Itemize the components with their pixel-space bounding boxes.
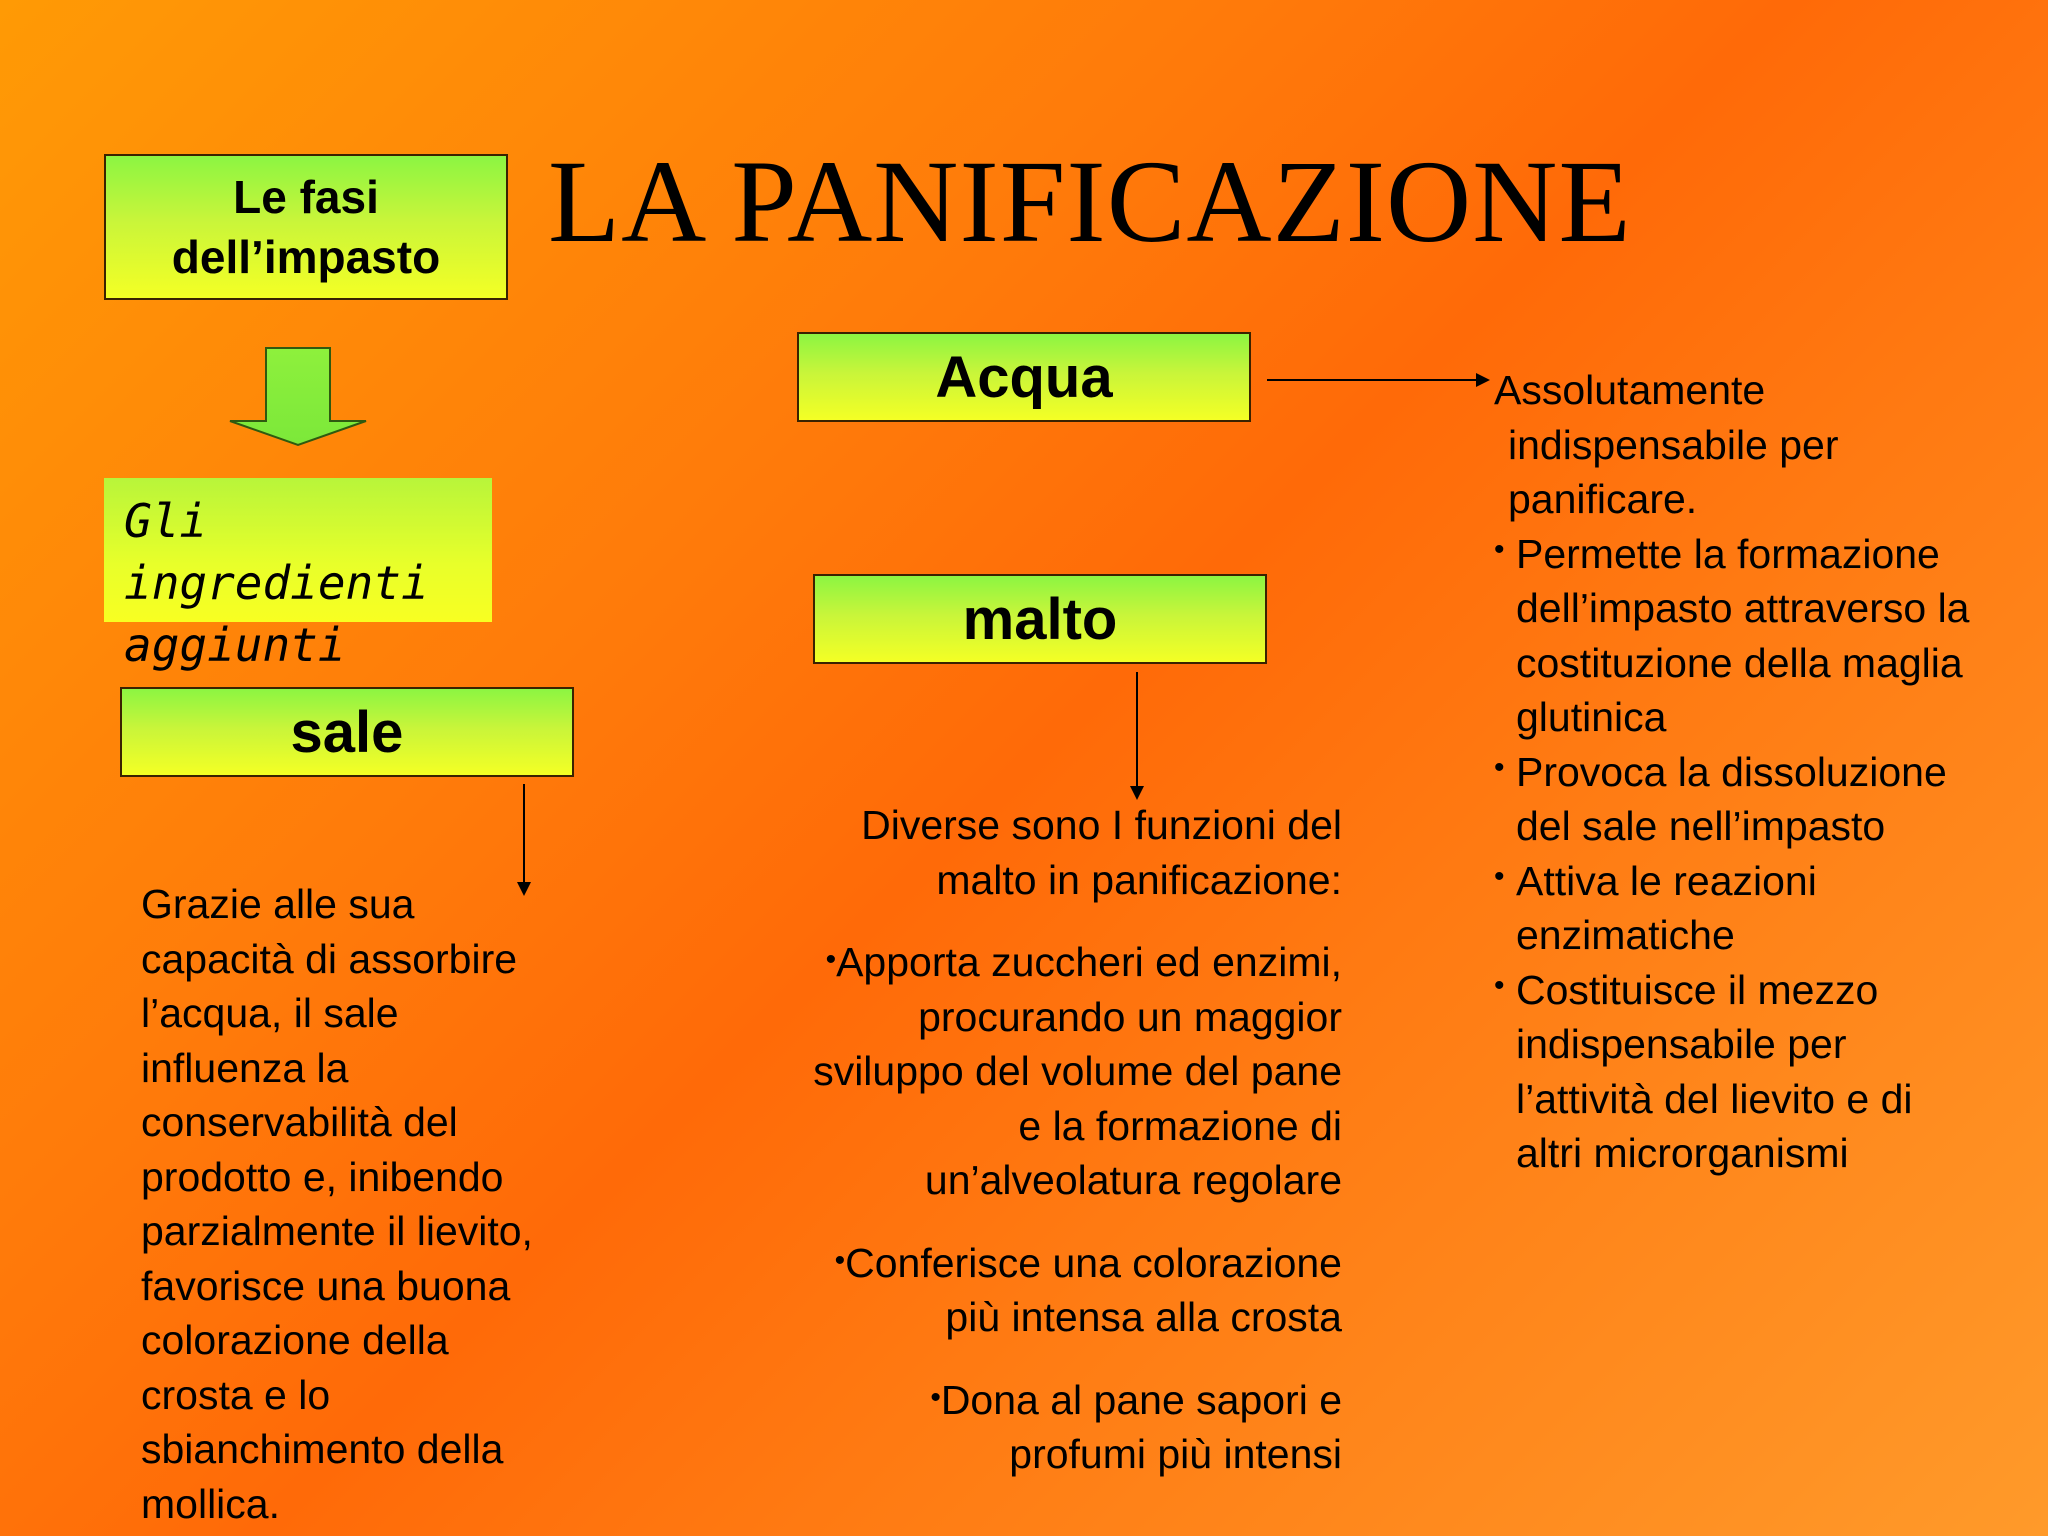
malto-bullet-item <box>700 935 1342 1208</box>
sale-text-line: crosta e lo <box>141 1371 331 1418</box>
acqua-bullet-text: costituzione della maglia <box>1516 639 1963 686</box>
box-ingredienti-line2: aggiunti <box>124 618 346 672</box>
malto-text-line: sviluppo del volume del pane <box>813 1048 1342 1094</box>
acqua-first-line: Assolutamente <box>1494 367 1766 413</box>
box-malto: malto <box>813 574 1267 664</box>
box-fasi-line1: Le fasi <box>233 171 379 223</box>
sale-text-line: mollica. <box>141 1480 280 1527</box>
bullet-icon: • <box>930 1380 941 1414</box>
malto-description <box>700 798 1342 1510</box>
acqua-description <box>1494 363 2034 1181</box>
acqua-bullet-text: altri microrganismi <box>1516 1130 1849 1176</box>
sale-text-line: favorisce una buona <box>141 1262 511 1309</box>
malto-text-line: procurando un maggior <box>918 993 1342 1040</box>
acqua-connector-arrow <box>1267 373 1490 387</box>
box-fasi-line2: dell’impasto <box>171 231 441 283</box>
acqua-first-line: panificare. <box>1508 476 1698 522</box>
sale-text-line: influenza la <box>141 1044 349 1091</box>
bullet-icon: • <box>1494 968 1505 1002</box>
bullet-icon: • <box>1494 859 1505 893</box>
malto-text-line: Apporta zuccheri ed enzimi, <box>836 939 1342 985</box>
bullet-icon: • <box>834 1243 846 1277</box>
sale-text-line: conservabilità del <box>141 1099 458 1145</box>
acqua-bullet-text: Attiva le reazioni <box>1516 857 1817 904</box>
sale-text-line: parzialmente il lievito, <box>141 1208 533 1254</box>
box-acqua: Acqua <box>797 332 1251 422</box>
acqua-first-line: indispensabile per <box>1508 421 1839 468</box>
box-sale: sale <box>120 687 574 777</box>
acqua-bullet-item <box>1494 745 2034 800</box>
sale-description <box>141 877 621 1531</box>
down-arrow-icon <box>230 348 366 445</box>
acqua-bullet-text: l’attività del lievito e di <box>1516 1075 1913 1122</box>
acqua-bullet-text: enzimatiche <box>1516 912 1735 958</box>
acqua-bullet-item <box>1494 854 2034 909</box>
bullet-icon: • <box>1494 532 1505 566</box>
sale-text-line: l’acqua, il sale <box>141 990 399 1036</box>
acqua-bullet-item <box>1494 527 2034 582</box>
malto-connector-arrow <box>1130 672 1144 800</box>
malto-text-line: e la formazione di <box>1018 1102 1342 1149</box>
acqua-bullet-text: glutinica <box>1516 694 1667 740</box>
acqua-bullet-text: del sale nell’impasto <box>1516 803 1886 849</box>
acqua-bullet-text: Permette la formazione <box>1516 530 1940 577</box>
slide-title: LA PANIFICAZIONE <box>548 136 1632 267</box>
bullet-icon: • <box>825 943 837 976</box>
sale-text-line: Grazie alle sua <box>141 881 415 927</box>
acqua-bullet-item <box>1494 963 2034 1018</box>
acqua-bullet-text: dell’impasto attraverso la <box>1516 585 1970 631</box>
acqua-bullet-text: indispensabile per <box>1516 1021 1847 1067</box>
sale-text-line: prodotto e, inibendo <box>141 1153 504 1200</box>
malto-text-line: profumi più intensi <box>1009 1431 1342 1477</box>
bullet-icon: • <box>1494 750 1505 784</box>
malto-text-line: Dona al pane sapori e <box>940 1376 1342 1423</box>
acqua-bullet-text: Costituisce il mezzo <box>1516 966 1879 1013</box>
malto-text-line: un’alveolatura regolare <box>924 1157 1342 1203</box>
acqua-bullet-text: Provoca la dissoluzione <box>1516 748 1947 795</box>
malto-text-line: Conferisce una colorazione <box>845 1239 1342 1286</box>
malto-text-line: più intensa alla crosta <box>945 1294 1342 1340</box>
sale-text-line: sbianchimento della <box>141 1426 504 1472</box>
box-ingredienti-line1: Gli ingredienti <box>124 494 429 610</box>
malto-bullet-item <box>700 1373 1342 1482</box>
sale-text-line: colorazione della <box>141 1317 449 1363</box>
malto-text-line: Diverse sono I funzioni del <box>861 802 1342 848</box>
malto-bullet-item <box>700 1236 1342 1345</box>
malto-text-line: malto in panificazione: <box>936 856 1342 903</box>
sale-text-line: capacità di assorbire <box>141 935 518 982</box>
malto-intro <box>700 798 1342 907</box>
